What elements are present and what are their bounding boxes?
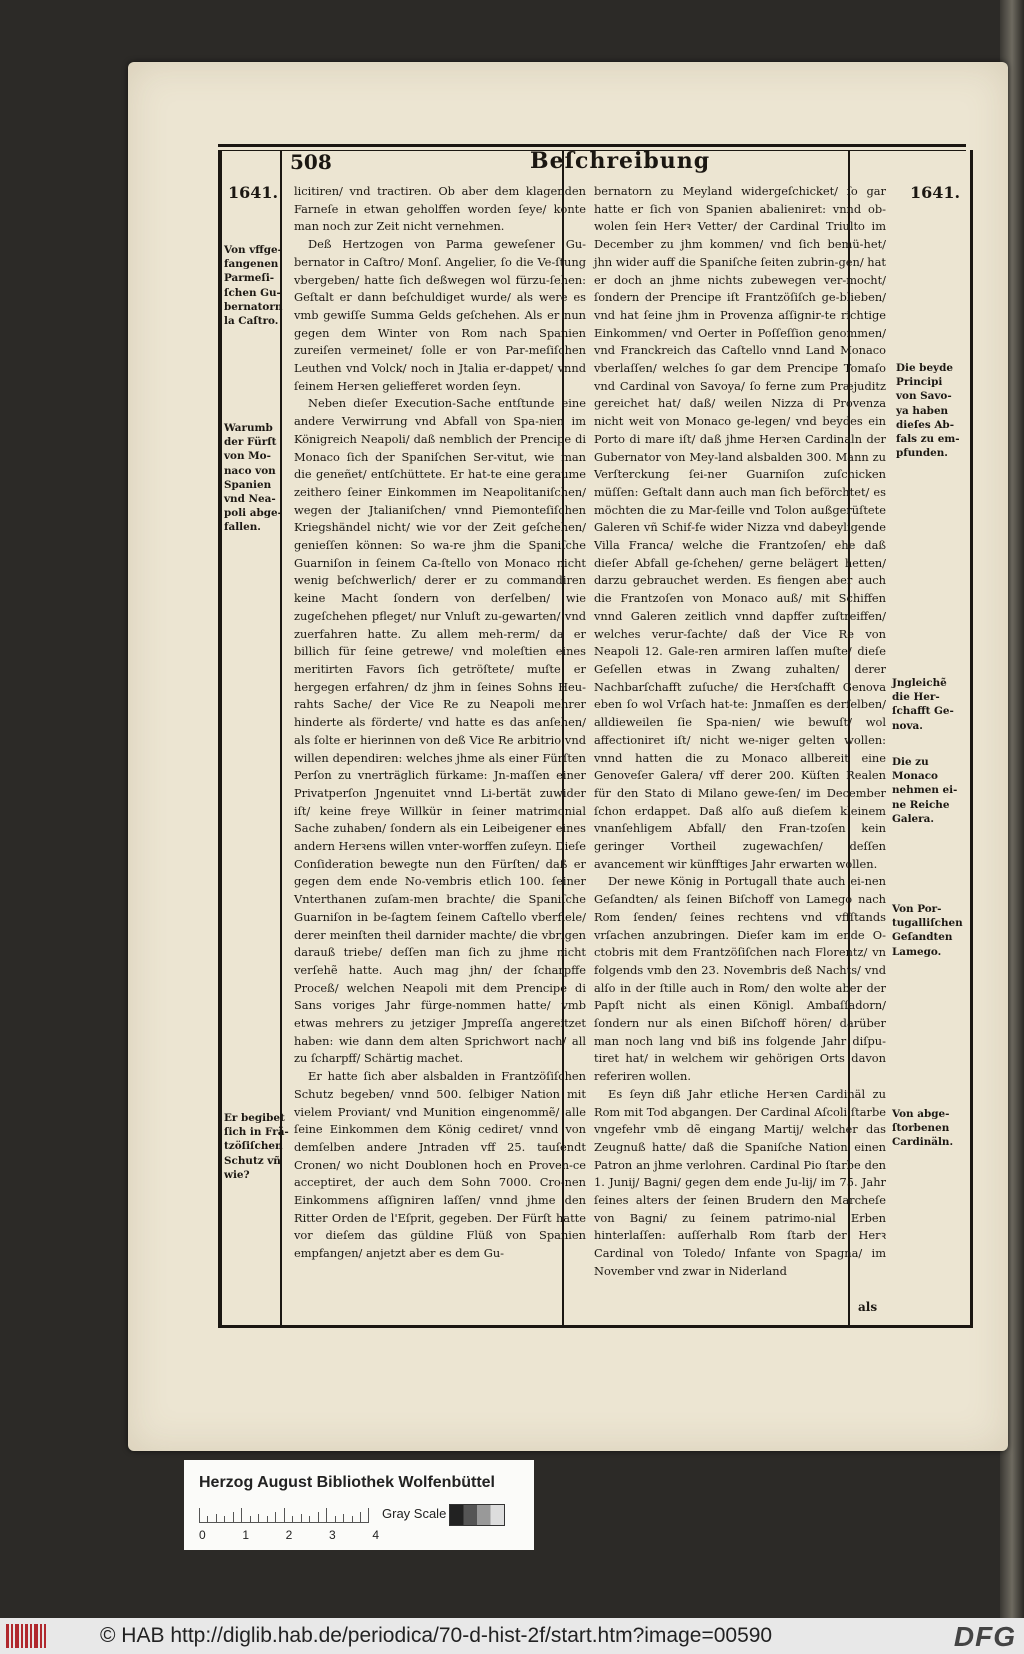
ruler-tick [267, 1516, 268, 1522]
ruler-tick [368, 1508, 369, 1522]
gray-scale-swatch [449, 1504, 505, 1526]
ruler-tick [301, 1514, 302, 1522]
page-number: 508 [290, 150, 332, 174]
year-right: 1641. [910, 183, 961, 202]
text-column-right [594, 183, 886, 1281]
paragraph: bernatorn zu Meyland widergeſchicket/ ſo gar hatte er ſich von Spanien abalieniret: vnnd ob‐wolen ſein Herꝛ Vetter/ der Cardinal Triulto im December zu jhm kommen/ vnd ſich bemü‐het/ jhn wider auff die Spaniſche ſeiten zubrin‐gen/ hat er doch an jhme nichts zubewegen ver‐mocht/ ſondern der Prencipe iſt Frantzöſiſch ge‐blieben/ vnd hat ſeine jhm in Provenza aſſignir‐te richtige Einkommen/ vnd Oerter in Poſſeſſion genommen/ vnd Franckreich das Caſtello vnnd Land Monaco vberlaſſen/ welches ſo gar dem Prencipe Tomaſo vnd Cardinal von Savoya/ ſo ferne zum Præjuditz gereichet hat/ daß/ weilen Nizza di Provenza nicht weit von Monaco ge‐legen/ vnd beydes ein Porto di mare iſt/ daß jhme Herꝛen Cardinaln der Gubernator von Mey‐land alsbalden 300. Mann zu Verſterckung ſei‐ner Guarniſon zuſchicken müſſen: Geſtalt dann auch man ſich beförchtet/ es möchten die zu Mar‐ſeille vnd Tolon außgerüſtete Galeren vñ Schif‐fe wider Nizza vnd dabeyligende Villa Franca/ welche die Frantzoſen/ ehe daß dieſer Abfall ge‐ſchehen/ gerne belägert hetten/ darzu gebrauchet werden. Es fiengen aber auch die Frantzoſen von Monaco auß/ mit Schiffen vnnd Galeren zeitlich vnnd dapffer zuſtreiffen/ welches verur‐ſachte/ daß der Vice Re von Neapoli 12. Gale‐ren armiren laſſen muſte/ dieſe Geſellen etwas in Zwang zuhalten/ derer Nachbarſchafft zuſuche/ die Herꝛſchafft Genova eben ſo wol Vrſach hat‐te: Jnmaſſen es derſelben/ alldieweilen ſie Spa‐nien/ wie bewuſt/ wol affectioniret iſt/ nicht we‐niger gelten wollen: vnnd hatten die zu Monaco allbereit eine Genoveſer Galera/ vff derer 200. Küſten Realen für den Stato di Milano gewe‐ſen/ im December ſchon erdappet. Daß alſo auß dieſem kleinem vnanſehligem Abfall/ den Fran‐tzoſen kein geringer Vortheil zugewachſen/ deſſen avancement wir künfftiges Jahr erwarten wollen. [594, 184, 886, 871]
barcode-icon [6, 1624, 46, 1648]
ruler-tick [352, 1516, 353, 1522]
margin-note-left-3: Er begibet ſich in Frä‐tzöſiſchen Schutz vñ wie? [224, 1112, 289, 1181]
ruler-tick [360, 1512, 361, 1522]
paragraph: Er hatte ſich aber alsbalden in Frantzöſiſchen Schutz begeben/ vnnd 500. ſelbiger Nation mit vielem Proviant/ vnd Munition eingenommẽ/ alle ſeine Einkommen dem König cediret/ vnnd von demſelben andere Jntraden vff 25. tauſendt Cronen/ wo nicht Doublonen hoch en Proven‐ce acceptiret, der auch dem Sohn 7000. Cro‐nen Einkommens aſſigniren laſſen/ vnnd jhme den Ritter Orden de l'Eſprit, gegeben. Der Fürſt hatte vor dieſem das güldine Flüß von Spanien empfangen/ anjetzt aber es dem Gu‐ [294, 1069, 586, 1261]
ruler-tick [233, 1512, 234, 1522]
ruler-tick [199, 1508, 200, 1522]
paragraph: Der newe König in Portugall thate auch ei‐nen Geſandten/ als ſeinen Biſchoff von Lamego nach Rom ſenden/ ſeines rechtens vnd vffſtands vrſachen anzubringen. Dieſer kam im ende O‐ctobris mit dem Frantzöſiſchen nach Florentz/ vn folgends vmb den 23. Novembris deß Nachts/ vnd alſo in der ſtille auch in Rom/ den wolte aber der Papſt nicht als einen Königl. Ambaſſadorn/ ſondern nur als einen Biſchoff hören/ darüber man noch lang vnd biß ins folgende Jahr diſpu‐tiret hat/ in welchem wir gehörigen Orts davon referiren wollen. [594, 874, 886, 1084]
ruler-number: 0 [199, 1528, 206, 1542]
paragraph: licitiren/ vnd tractiren. Ob aber dem klagenden Farneſe in etwan geholffen worden ſeye/ konte man noch zur Zeit nicht vernehmen. [294, 184, 586, 234]
ruler-tick [343, 1514, 344, 1522]
ruler-tick [241, 1508, 242, 1522]
ruler-number: 3 [328, 1528, 336, 1542]
dfg-logo: DFG [953, 1621, 1016, 1652]
ruler-tick [216, 1514, 217, 1522]
paragraph: Es ſeyn diß Jahr etliche Herꝛen Cardinäl zu Rom mit Tod abgangen. Der Cardinal Aſcoli ſtarbe vngefehr vmb dẽ eingang Martij/ welcher das Zeugnuß hatte/ daß die Spaniſche Nation einen Patron an jhme verlohren. Cardinal Pio ſtarbe den 1. Junij/ Bagni/ gegen dem ende Ju‐lij/ im 75. Jahr ſeines alters der ſeinen Brudern den Marcheſe von Bagni/ zu ſeinem patrimo‐nial Erben hinterlaſſen: auſſerhalb Rom ſtarb der Herꝛ Cardinal von Toledo/ Infante von Spagna/ im November vnd zwar in Niderland [594, 1086, 886, 1278]
copyright-link[interactable]: © HAB http://diglib.hab.de/periodica/70-d-hist-2f/start.htm?image=00590 [100, 1624, 773, 1647]
margin-note-right-2: Jngleichẽ die Her‐ſchafft Ge‐nova. [892, 677, 954, 732]
paragraph: Deß Hertzogen von Parma geweſener Gu‐bernator in Caſtro/ Monſ. Angelier, ſo die Ve‐ſtung vbergeben/ hatte ſich deßwegen wol fürzu‐ſehen: Geſtalt er dann beſchuldiget wurde/ als were es vmb gewiſſe Summa Gelds geſchehen. Als er nun gegen dem Winter von Rom nach Spanien zureiſen vermeinet/ ſolle er von Par‐meſiſchen Leuthen vnd Volck/ noch in Jtalia er‐dappet/ vnnd ſeinem Herꝛen geliefferet worden ſeyn. [294, 237, 586, 393]
year-left: 1641. [228, 183, 279, 202]
ruler-tick [318, 1512, 319, 1522]
ruler-number: 4 [372, 1528, 379, 1542]
ruler-tick [292, 1516, 293, 1522]
ruler-tick [284, 1508, 285, 1522]
library-name: Herzog August Bibliothek Wolfenbüttel [199, 1474, 495, 1491]
ruler-number: 1 [242, 1528, 250, 1542]
ruler-tick [309, 1516, 310, 1522]
margin-note-right-1: Die beyde Principi von Savo‐ya haben dieſes Ab‐fals zu em‐pfunden. [896, 362, 960, 460]
library-scale-label [184, 1460, 534, 1550]
margin-note-left-2: Warumb der Fürſt von Mo‐naco von Spanien vnd Nea‐poli abge‐fallen. [224, 422, 282, 534]
ruler-tick [250, 1516, 251, 1522]
ruler-numbers [199, 1528, 379, 1542]
ruler-number: 2 [285, 1528, 293, 1542]
text-column-left [294, 183, 586, 1263]
footer-bar [0, 1618, 1024, 1654]
ruler-tick [207, 1516, 208, 1522]
ruler-tick [258, 1514, 259, 1522]
header-rule [218, 144, 966, 147]
margin-note-right-3: Die zu Monaco nehmen ei‐ne Reiche Galera. [892, 756, 958, 825]
catchword: als [858, 1300, 878, 1314]
ruler-tick [335, 1516, 336, 1522]
paragraph: Neben dieſer Execution‐Sache entſtunde eine andere Verwirrung vnd Abfall von Spa‐nien im Königreich Neapoli/ daß nemblich der Prencipe di Monaco ſich der Spaniſchen Ser‐vitut, wie man die geneñet/ entſchüttete. Er hat‐te eine geraume zeithero ſeiner Einkommen im Neapolitaniſchen/ wegen der Jtalianiſchen/ vnnd Piemonteſiſchen Kriegshändel nicht/ wie vor der Zeit geſchehen/ genieſſen können: So wa‐re jhm die Spaniſche Guarniſon in ſeinem Ca‐ſtello von Monaco nicht wenig beſchwerlich/ derer er zu commandiren keine Macht ſondern von derſelben/ wie zugeſchehen pfleget/ nur Vnluſt zu‐gewarten/ vnd zuerfahren hatte. Zu allem meh‐rerm/ da er billich für ſeine getrewe/ vnd moleſtien eines meritirten Favors ſich getröſtete/ muſte er hergegen erfahren/ dz jhm in ſeines Sohns Heu‐rahts Sache/ der Vice Re zu Neapoli mehrer hinderte als förderte/ vnd hatte es das anſehen/ als ſolte er hierinnen von deß Vice Re arbitrio vnd willen dependiren: welches jhme als einer Fürſten Perſon zu vnerträglich fürkame: Jn‐maſſen einer Privatperſon Jngenuitet vnnd Li‐bertät zuwider iſt/ keine freye Willkür in ſeiner matrimonial Sache zuhaben/ ſondern als ein Leibeigener eines andern Herꝛens willen vnter‐worffen zuſeyn. Dieſe Conſideration bewegte nun den Fürſten/ daß er gegen dem ende No‐vembris etlich 100. ſeiner Vnterthanen zuſam‐men brachte/ die Spaniſche Guarniſon in be‐ſagtem ſeinem Caſtello vberfiele/ derer meinſten theil darnider machte/ die vbrigen darauß triebe/ deſſen man ſich zu jhme nicht verſehẽ hatte. Auch mag jhn/ der ſcharpffe Proceß/ welchen Neapoli mit dem Prencipe di Sans voriges Jahr fürge‐nommen hatte/ vmb etwas mehrers zu jetziger Jmpreſſa angereitzet haben: wie dann dem alten Sprichwort nach/ all zu ſcharpff/ Schärtig machet. [294, 396, 587, 1066]
margin-note-left-1: Von vffge‐fangenen Parmeſi‐ſchen Gu‐bernatorn la Caſtro. [224, 244, 283, 328]
ruler-tick [275, 1512, 276, 1522]
gray-scale-label: Gray Scale [382, 1506, 447, 1521]
margin-note-right-4: Von Por‐tugalliſchen Geſandten Lamego. [892, 903, 963, 958]
running-head: Beſchreibung [530, 148, 711, 174]
ruler-tick [224, 1516, 225, 1522]
ruler-scale [199, 1508, 369, 1523]
ruler-tick [326, 1508, 327, 1522]
margin-note-right-5: Von abge‐ſtorbenen Cardinäln. [892, 1108, 954, 1149]
